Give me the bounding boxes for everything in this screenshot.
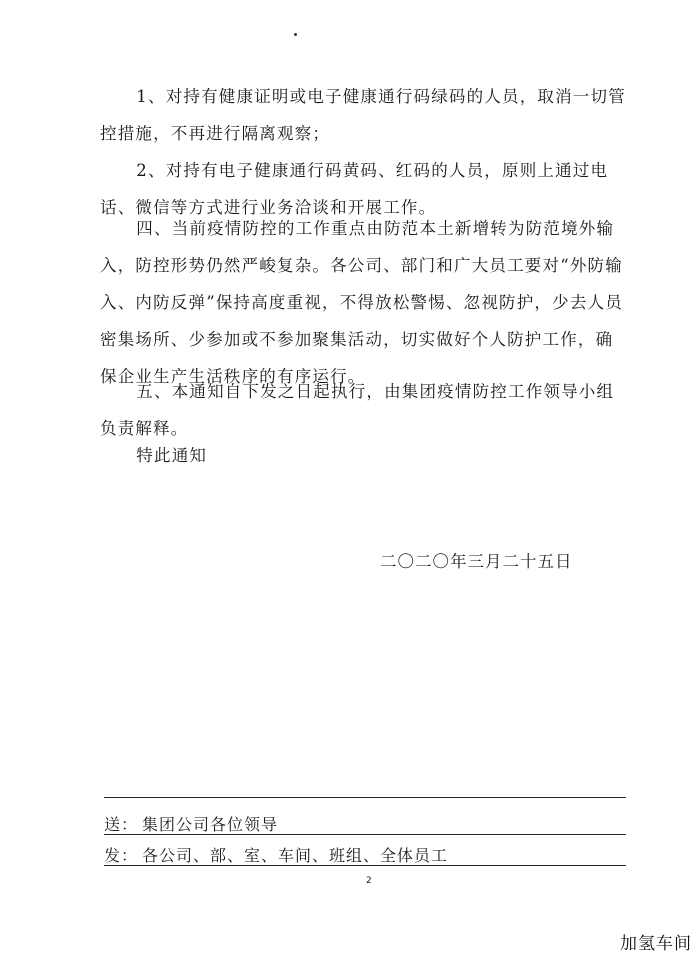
paragraph-item-2: 2、对持有电子健康通行码黄码、红码的人员，原则上通过电话、微信等方式进行业务洽谈和开展工作。 — [100, 161, 609, 217]
distribution-cc — [104, 843, 626, 866]
cc-label: 发： — [104, 846, 139, 865]
divider-top — [104, 797, 626, 798]
closing-phrase: 特此通知 — [136, 446, 208, 465]
paragraph-section-5: 五、本通知自下发之日起执行，由集团疫情防控工作领导小组负责解释。 — [100, 382, 615, 438]
paragraph-item-1: 1、对持有健康证明或电子健康通行码绿码的人员，取消一切管控措施，不再进行隔离观察； — [100, 87, 626, 143]
to-label: 送： — [104, 815, 139, 834]
distribution-to — [104, 812, 626, 835]
cc-value: 各公司、部、室、车间、班组、全体员工 — [142, 846, 449, 865]
divider-bottom — [104, 865, 626, 866]
page-number: 2 — [366, 876, 372, 886]
watermark-label: 加氢车间 — [618, 927, 694, 956]
to-value: 集团公司各位领导 — [142, 815, 279, 834]
issue-date: 二〇二〇年三月二十五日 — [380, 552, 573, 571]
scan-speck — [294, 33, 297, 36]
paragraph-section-4: 四、当前疫情防控的工作重点由防范本土新增转为防范境外输入，防控形势仍然严峻复杂。各公司、部门和广大员工要对“外防输入、内防反弹”保持高度重视，不得放松警惕、忽视防护，少去人员密集场所、少参加或不参加聚集活动，切实做好个人防护工作，确保企业生产生活秩序的有序运行。 — [100, 219, 623, 386]
divider-middle — [104, 834, 626, 835]
